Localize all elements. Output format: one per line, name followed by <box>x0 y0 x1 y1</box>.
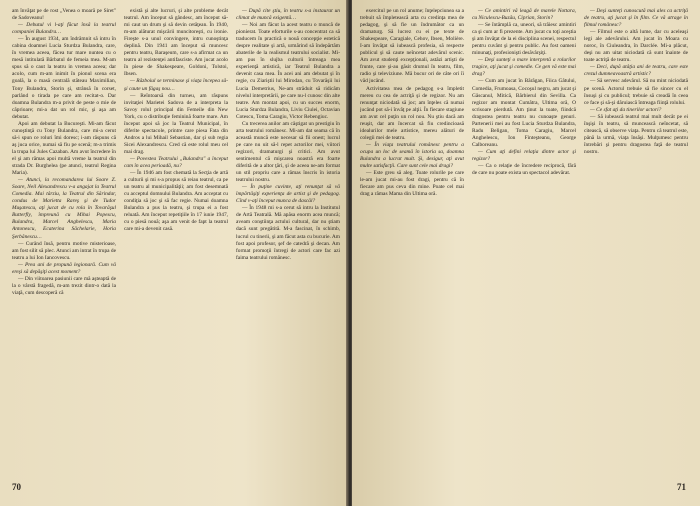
paragraph: — Din viitoarea pasiunii care mă aşteaptă de la o vârstă fragedă, m-am trezit dintr-o dată la viaţă, cum descoperă că <box>12 275 116 296</box>
paragraph: — În august 1934, am îndrămnit să intru în cabina doamnei Lucia Sturdza Bulandra, care, în vremea aceea, făcea tur mare nuntea cu o mesă intitulată Bărbatul de femeia mea. M-am spus să o caut la teatru in vremea aceea; dar acolo, cum m-am inimit în pionul scena era goală, la o masă centrală stăteau Maximilian, Tony Bulandra, Storin şi, strânsă în corset, parlând o tirada pe care am recitat-o. Dar doamna Bulandra m-a privit de peste o mie de căprioare; mi-a dat un rol mic, şi aşa am debutat. <box>12 36 116 120</box>
left-page <box>0 0 348 506</box>
right-page-column-3 <box>584 8 688 468</box>
paragraph: — Cum am jucat în Bărăgan, Fiica Gâtului, Comedia, Frumoasa, Cocoşul negru, am jucat şi Gâscanul, Mitică, Bărbierul din Sevilla. Ca regizor am montat Cumătra, Ultima oră, O scrisoare pierdută. Am ţinut la toate, fiindcă dragostea pentru teatru nu cunoaşte genuri. Partenerii mei au fost Lucia Sturdza Bulandra, Radu Beligan, Toma Caragiu, Marcel Anghelescu, Ion Finteşteanu, George Calboreanu. <box>472 78 576 148</box>
paragraph: Apoi am debutat la Bucureşti. Mi-am făcut cunoştinţă cu Tony Bulandra, care mi-a cerut să-i spun ce roluri îmi doresc; i-am răspuns că aş juca orice, numai să fiu pe scenă; m-a trimis la trupa lui Jules Cazaban. Am avut încredere în el şi am rămas apoi multă vreme la teatrul din strada Dr. Burghelea (pe atunci, teatrul Regina Maria). <box>12 120 116 177</box>
paragraph: Activitatea mea de pedagog s-a împletit mereu cu cea de actriţă şi de regizor. Nu am renunţat niciodată să joc; am înţeles că numai jucând pot să-i învăţ pe alţii. În fiecare stagiune am avut cel puţin un rol nou. Nu ştiu dacă am reuşit, dar am încercat să fiu credincioasă idealurilor mele artistice, mereu alături de colegii mei de teatru. <box>360 85 464 141</box>
interview-question: — Prea ani de propună legionară. Cum vă ereşi să depăşiţi acest moment? <box>12 261 116 275</box>
interview-question: — Deşi sunteţi cunoscută mai ales ca actriţă de teatru, aţi jucat şi în film. Ce vă atrage în filmul românesc? <box>584 8 688 29</box>
paragraph: am învăţat pe de rost „Venea o moară pe Siret" de Sadoveanu! <box>12 8 116 22</box>
paragraph: — În 1946 am fost chemată la Secţia de artă a culturii şi mi s-a propus să reiau teatrul, ca pe un teatru al municipalităţii; am fost desemnată cu acceptul domnului Bulandra. Am acceptat cu condiţia să joc şi să fac regie. Numai doamna Bulandra a pus la teatru, şi trupa ei a fost reluată. Am început repetiţiile în 17 iunie 1947, cu o piesă nouă; aşa am venit de fapt la teatrul care mi-a devenit casă. <box>124 170 228 233</box>
interview-question: — Cum aţi defini relaţia dintre actor şi regizor? <box>472 148 576 162</box>
paragraph: — Să iubească teatrul mai mult decât pe ei înşişi în teatru, să muncească neîncetat, să citească, să observe viaţa. Pentru că teatrul este, până la urmă, viaţa însăşi. Mulţumesc pentru întrebări şi pentru dragostea faţă de teatrul nostru. <box>584 113 688 155</box>
paragraph: — Noi am făcut la acest teatru o muncă de pionierat. Toate eforturile s-au concentrat ca să traducem în practică o nouă concepţie estetică despre realitate şi artă, urmărind să îndepărtăm abaterile de la realismul teatrului socialist. Mi-am pus în slujba culturii întreaga mea experienţă artistică, iar Teatrul Bulandra a devenit casa mea. În acei ani am debutat şi în regie, cu Ziariştii lui Mirodan, cu Tovarăşii lui Lucia Demetrius, Ne-am străduit să ridicăm nivelul interpretării, pe care nu-l cunosc din alte teatre. Am montat apoi, cu un succes enorm, Lucia Sturdza Bulandra, Liviu Ciulei, Octavian Cotescu, Toma Caragiu, Victor Rebengiuc. <box>236 22 340 120</box>
paragraph: — Ca o relaţie de încredere reciprocă, fără de care nu poate exista un spectacol adevărat. <box>472 163 576 177</box>
interview-question: — Ce sfat aţi da tinerilor actori? <box>590 106 662 113</box>
interview-question: — Ce amintiri vă leagă de marele Nottara, cu Niculescu-Buzău, Ciprian, Storin? <box>472 8 576 22</box>
paragraph: există şi alte lucruri, şi alte probleme decât teatrul. Am început să gândesc, am început să-mi caut un drum şi să devin cetăţean. În 1940, m-am alăturat mişcării muncitoreşti, cu ironie. Fireşte s-a unul convingere, intru cunoştinţa deplină. Din 1941 am început să muncesc pentru teatru, Baraşeum, care s-a afirmat ca un teatru al rezistenţei antifasciste. Am jucat acolo în piese de Shakespeare, Goldoni, Tolstoi, Ibsen. <box>124 8 228 78</box>
right-page-column-1 <box>360 8 464 468</box>
paragraph: — Să servesc adevărul. Să nu mint niciodată pe scenă. Actorul trebuie să fie sincer cu el însuşi şi cu publicul; trebuie să creadă în ceea ce face şi să-şi dăruiască întreaga fiinţă rolului. <box>584 78 688 106</box>
interview-question: — Războiul se terminase şi viaţa începea să-şi caute un făgaş nou… <box>124 78 228 92</box>
right-page <box>352 0 700 506</box>
interview-question: — În puţine cuvinte, aţi renunţat să vă împărtăşiţi experienţa de artist şi de pedagog. Cînd v-aţi început munca de dascăl? <box>236 184 340 205</box>
interview-question: — Deci, după atâţia ani de teatru, care este crezul dumneavoastră artistic? <box>584 64 688 78</box>
left-page-column-3 <box>236 8 340 468</box>
interview-question: — După cite ştiu, în teatru s-a instaurat un climat de muncă exigentă… <box>236 8 340 22</box>
paragraph: exercitul pe un rol anume; înţelepciunea sa a trebuit să împletească arta cu credinţa mea de pedagog, şi să fie un îndrumător ca un dramaturg. Să lucrez cu ei pe texte de Shakespeare, Caragiale, Cehov, Ibsen, Molière. I-am învăţat să iubească profesia, să respecte publicul şi să caute neîncetat adevărul scenic. Am avut studenţi excepţionali, astăzi artişti de frunte, care şi-au găsit drumul în teatru, film, radio şi televiziune. Mă bucur ori de câte ori îi văd jucând. <box>360 8 464 85</box>
interview-question: — Povestea Teatrului „Bulandra" a început cam în acea perioadă, nu? <box>124 155 228 170</box>
left-page-number: 70 <box>12 482 21 492</box>
paragraph: Cu trecerea anilor am câştigat un prestigiu în arta teatrului românesc. Mi-am dat seama că în această muncă este necesar să fii onest; lucrul pe care nu uit să-l repet actorilor mei, viitori regizori, dramaturgi şi critici. Am avut sentimentul că mişcarea noastră era foarte diferită de a altor ţări, şi de aceea ne-am format un stil propriu care a rămas înscris în istoria teatrului nostru. <box>236 120 340 184</box>
right-page-number: 71 <box>677 482 686 492</box>
paragraph: — În 1948 mi s-a cerut să intru la Institutul de Artă Teatrală. Mă apăsa enorm acea muncă; aveam conştiinţa actului cultural, dar nu ştiam dacă sunt pregătită. M-a fascinat, în schimb, lucrul cu tinerii, şi am făcut asta cu bucurie. Am fost apoi profesor, şef de catedră şi decan. Am format promoţii întregi de actori care fac azi faima teatrului românesc. <box>236 205 340 261</box>
paragraph: — Este greu să aleg. Toate rolurile pe care le-am jucat mi-au fost dragi, pentru că în fiecare am pus ceva din mine. Poate cel mai drag a rămas Mama din Ultima oră. <box>360 170 464 198</box>
paragraph: — Filmul este o altă lume, dar cu aceleaşi legi ale adevărului. Am jucat în Moara cu noroc, în Ciuleandra, în Darclée. Mi-a plăcut, deşi nu am uitat niciodată că sunt înainte de toate actriţă de teatru. <box>584 29 688 64</box>
interview-question: — În viaţa teatrului românesc pentru a ocupa un loc de seamă în istoria sa, doamna Bulandra a lucrat mult. Şi, desigur, aţi avut multe satisfacţii. Care sunt cele mai dragi? <box>360 141 464 170</box>
paragraph: — Reîntoarsă din turneu, am răspuns invitaţiei Marietei Sadova de a interpreta la Savoy rolul principal din Femeile din New York, cu o distribuţie feminină foarte mare. Am început apoi să joc la Teatrul Municipal, în diferite spectacole, printre care piesa Fata din Andros a lui Mihail Sebastian, dar şi sub regia Sicei Alexandrescu. Cred că este rolul meu cel mai drag. <box>124 92 228 155</box>
left-page-column-1 <box>12 8 116 468</box>
paragraph: — Se întâmplă ca, uneori, să trăiesc amintiri ca şi cum ar fi prezente. Am jucat cu toţi aceştia şi am învăţat de la ei disciplina scenei, respectul pentru cuvânt şi pentru public. Au fost oameni minunaţi, profesionişti desăvârşiţi. <box>472 22 576 57</box>
right-page-column-2 <box>472 8 576 468</box>
paragraph: — Curând însă, pentru motive misterioase, am fost silit să plec. Atunci am intrat în trupa de teatru a lui Ion Iancovescu. <box>12 240 116 261</box>
left-page-column-2 <box>124 8 228 468</box>
interview-question: — Deşi sunteţi o mare interpretă a rolurilor tragice, aţi jucat şi comedie. Ce gen vă este mai drag? <box>472 57 576 78</box>
interview-question: — Debutul vi l-aţi făcut însă la teatrul companiei Bulandra… <box>12 22 116 36</box>
interview-question: — Atunci, la recomandarea lui Soare Z. Soare, Neil Alexandrescu v-a angajat la Teatrul Comedia. Mai târziu, la Teatrul din Sărindar, condus de Marietta Rareş şi de Tudor Muşatescu, aţi jucat de cu rola în Tovarăşul Butterfly, împreună cu Mihai Popescu, Bulandra, Marcel Anghelescu, Maria Antonescu, Ecaterina Săchelarie, Horia Şerbănescu… <box>12 177 116 240</box>
